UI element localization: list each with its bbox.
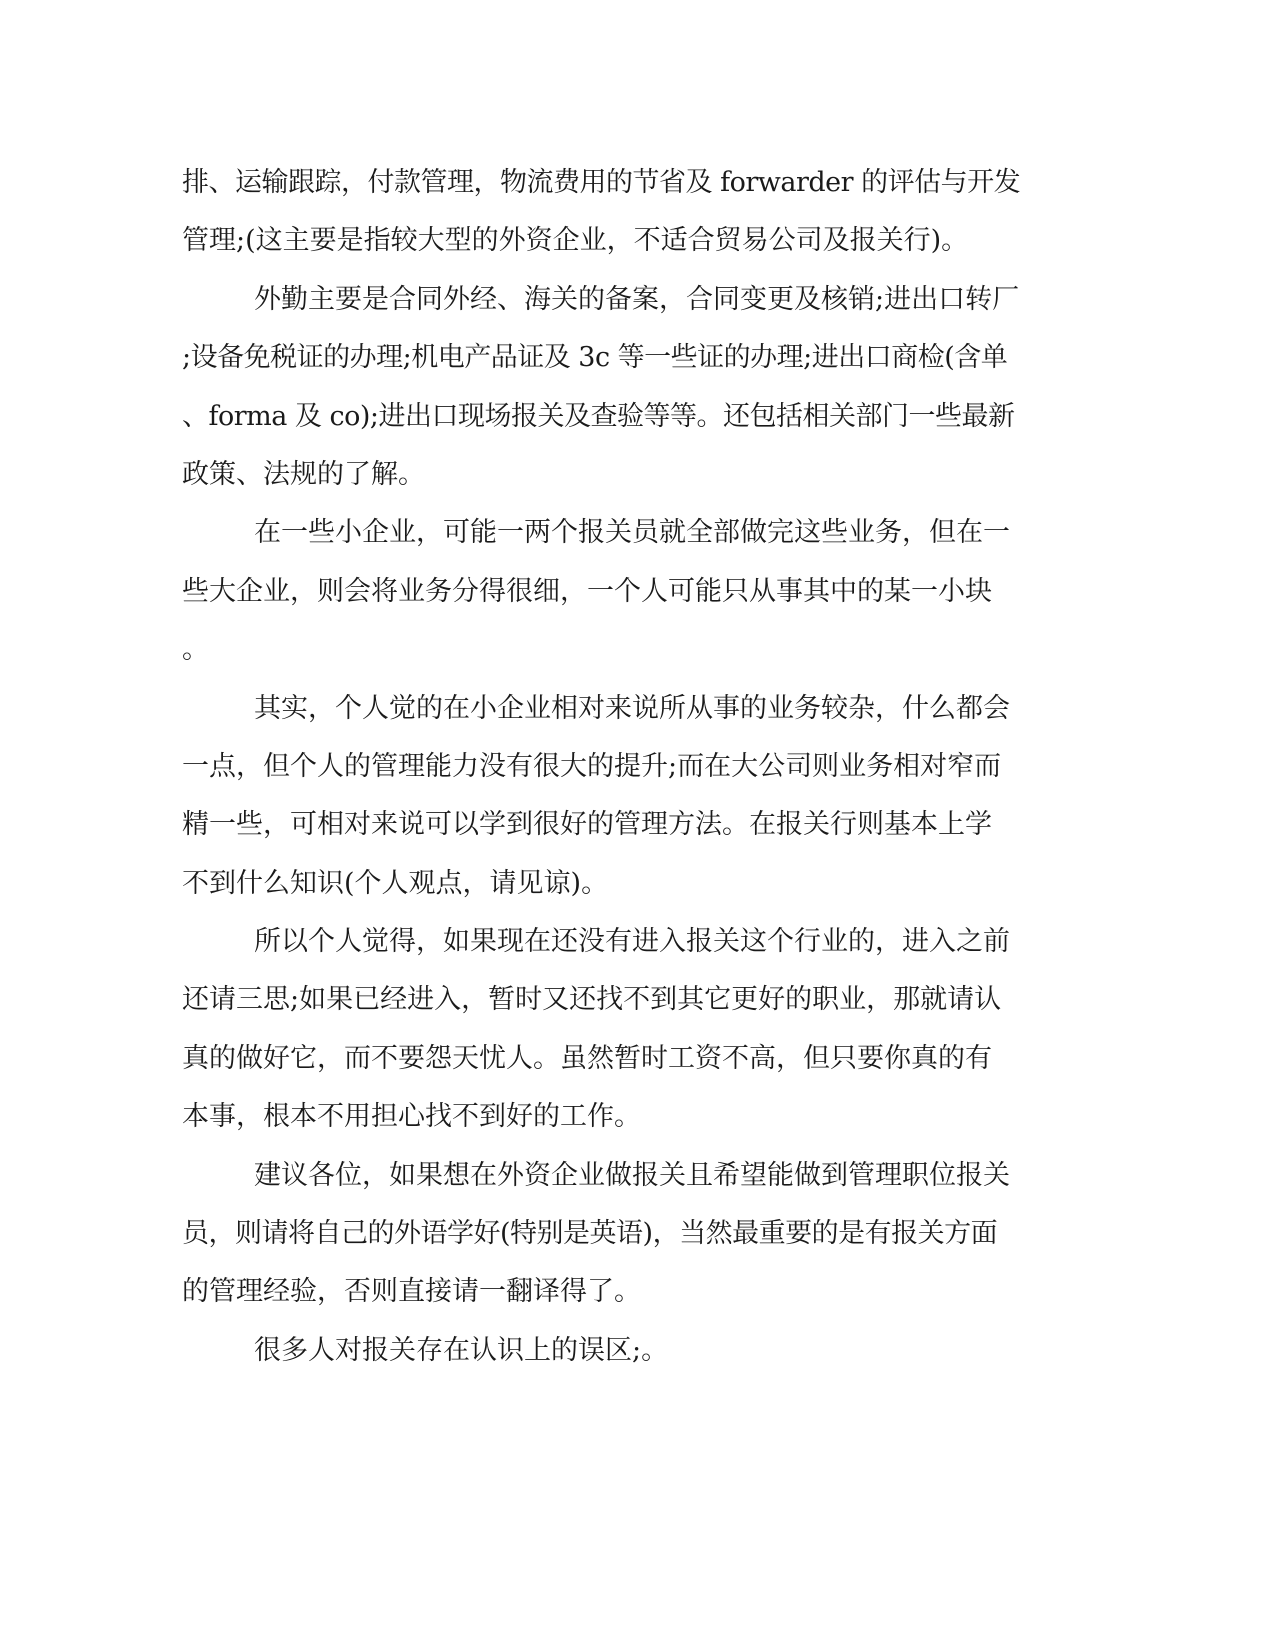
text-line: 精一些，可相对来说可以学到很好的管理方法。在报关行则基本上学 [182,809,992,841]
text-line: 员，则请将自己的外语学好(特别是英语)，当然最重要的是有报关方面 [182,1218,998,1250]
text-line: 一点，但个人的管理能力没有很大的提升;而在大公司则业务相对窄而 [182,750,1002,782]
text-line: 本事，根本不用担心找不到好的工作。 [182,1101,641,1133]
paragraph-first-line: 外勤主要是合同外经、海关的备案，合同变更及核销;进出口转厂 [254,283,1020,315]
document-body [182,154,1032,1380]
text-line: 管理;(这主要是指较大型的外资企业，不适合贸易公司及报关行)。 [182,225,969,257]
text-line: 排、运输跟踪，付款管理，物流费用的节省及 forwarder 的评估与开发 [182,167,1021,198]
paragraph-first-line: 其实，个人觉的在小企业相对来说所从事的业务较杂，什么都会 [254,692,1010,724]
text-line: 不到什么知识(个人观点，请见谅)。 [182,867,609,899]
paragraph-first-line: 建议各位，如果想在外资企业做报关且希望能做到管理职位报关 [254,1159,1010,1191]
text-line: 真的做好它，而不要怨天忧人。虽然暂时工资不高，但只要你真的有 [182,1042,992,1074]
paragraph-first-line: 在一些小企业，可能一两个报关员就全部做完这些业务，但在一 [254,517,1010,549]
paragraph-first-line: 很多人对报关存在认识上的误区;。 [254,1334,669,1366]
text-line: 些大企业，则会将业务分得很细，一个人可能只从事其中的某一小块 [182,575,992,607]
text-line: ;设备免税证的办理;机电产品证及 3c 等一些证的办理;进出口商检(含单 [182,342,1008,374]
text-line: 的管理经验，否则直接请一翻译得了。 [182,1276,641,1308]
text-line: 政策、法规的了解。 [182,458,425,490]
text-line: 、forma 及 co);进出口现场报关及查验等等。还包括相关部门一些最新 [182,400,1015,432]
text-line: 还请三思;如果已经进入，暂时又还找不到其它更好的职业，那就请认 [182,984,1002,1016]
text-line: 。 [182,634,209,666]
paragraph-first-line: 所以个人觉得，如果现在还没有进入报关这个行业的，进入之前 [254,926,1010,958]
